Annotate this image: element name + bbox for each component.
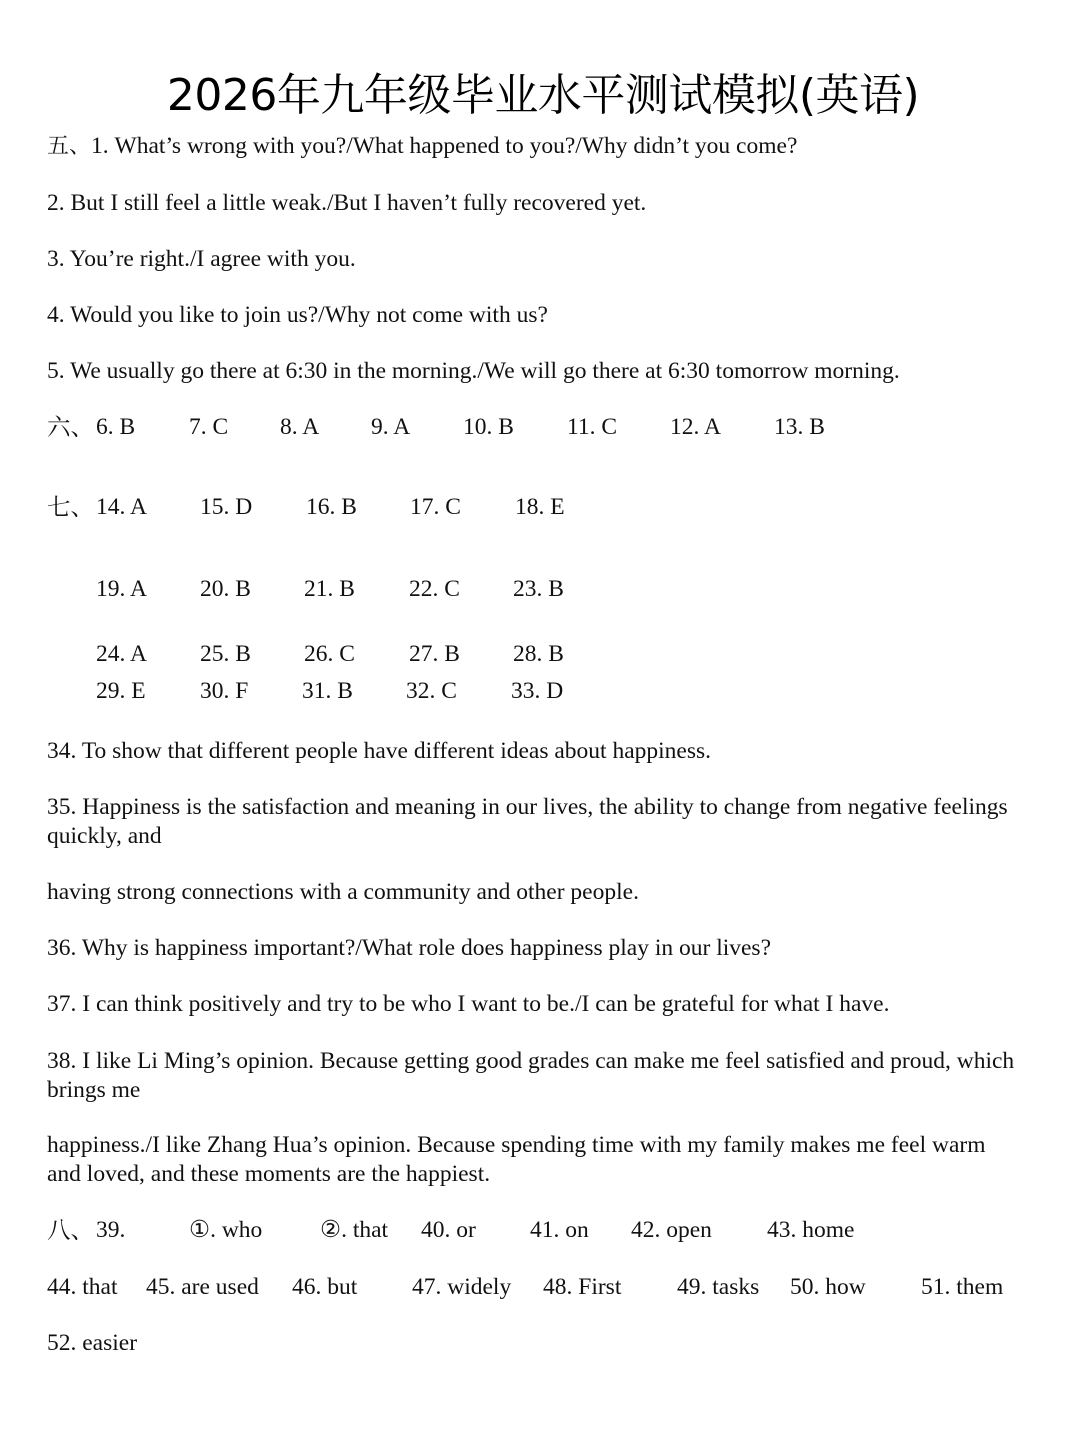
answer-38-part-1: 38. I like Li Ming’s opinion. Because getting good grades can make me feel satisfied and proud, which brings me bbox=[47, 1048, 1015, 1103]
answer-item: 43. home bbox=[767, 1217, 855, 1243]
answer-37: 37. I can think positively and try to be who I want to be./I can be grateful for what I have. bbox=[47, 991, 890, 1017]
section5-line-1 bbox=[47, 132, 797, 161]
answer-item: 11. C bbox=[567, 414, 618, 440]
answer-item: 28. B bbox=[513, 641, 564, 667]
answer-item: 7. C bbox=[189, 414, 229, 440]
answer-item: 19. A bbox=[96, 576, 147, 602]
answer-item: 45. are used bbox=[146, 1274, 259, 1300]
answer-item: 26. C bbox=[304, 641, 355, 667]
section5-line-5: 5. We usually go there at 6:30 in the morning./We will go there at 6:30 tomorrow morning. bbox=[47, 358, 900, 384]
answer-item: 39. bbox=[96, 1217, 126, 1243]
section5-line-2: 2. But I still feel a little weak./But I haven’t fully recovered yet. bbox=[47, 190, 647, 216]
answer-item: 9. A bbox=[371, 414, 411, 440]
section6-marker: 六、 bbox=[47, 413, 94, 441]
answer-item: 46. but bbox=[292, 1274, 358, 1300]
section8-marker: 八、 bbox=[47, 1216, 94, 1244]
answer-item: 8. A bbox=[280, 414, 320, 440]
answer-35-part-1: 35. Happiness is the satisfaction and meaning in our lives, the ability to change from negative feelings quickly, and bbox=[47, 794, 1008, 849]
answer-item: 49. tasks bbox=[677, 1274, 760, 1300]
answer-item: 41. on bbox=[530, 1217, 589, 1243]
section5-marker: 五、 bbox=[47, 134, 92, 159]
answer-item: 48. First bbox=[543, 1274, 622, 1300]
answer-item: 52. easier bbox=[47, 1330, 138, 1356]
answer-item: 15. D bbox=[200, 494, 253, 520]
section5-line-4: 4. Would you like to join us?/Why not come with us? bbox=[47, 302, 548, 328]
answer-item: 27. B bbox=[409, 641, 460, 667]
answer-item: 30. F bbox=[200, 678, 249, 704]
answer-item: 18. E bbox=[515, 494, 565, 520]
answer-item: ②. that bbox=[320, 1217, 389, 1243]
answer-35-part-2: having strong connections with a community and other people. bbox=[47, 879, 639, 905]
answer-item: 10. B bbox=[463, 414, 514, 440]
answer-item: 51. them bbox=[921, 1274, 1004, 1300]
answer-item: 12. A bbox=[670, 414, 721, 440]
answer-item: 21. B bbox=[304, 576, 355, 602]
answer-item: 24. A bbox=[96, 641, 147, 667]
answer-item: 23. B bbox=[513, 576, 564, 602]
answer-item: 32. C bbox=[406, 678, 457, 704]
answer-item: 20. B bbox=[200, 576, 251, 602]
answer-item: 29. E bbox=[96, 678, 146, 704]
answer-item: 25. B bbox=[200, 641, 251, 667]
answer-item: 40. or bbox=[421, 1217, 476, 1243]
section7-marker: 七、 bbox=[47, 493, 94, 521]
answer-item: 50. how bbox=[790, 1274, 866, 1300]
answer-item: ①. who bbox=[189, 1217, 263, 1243]
answer-item: 16. B bbox=[306, 494, 357, 520]
answer-36: 36. Why is happiness important?/What role does happiness play in our lives? bbox=[47, 935, 772, 961]
answer-34: 34. To show that different people have different ideas about happiness. bbox=[47, 738, 712, 764]
answer-item: 17. C bbox=[410, 494, 461, 520]
answer-text: 1. What’s wrong with you?/What happened to you?/Why didn’t you come? bbox=[91, 133, 798, 159]
page-title: 2026年九年级毕业水平测试模拟(英语) bbox=[166, 70, 920, 121]
answer-item: 47. widely bbox=[412, 1274, 512, 1300]
answer-item: 14. A bbox=[96, 494, 147, 520]
answer-item: 33. D bbox=[511, 678, 564, 704]
answer-38-part-2: happiness./I like Zhang Hua’s opinion. Because spending time with my family makes me feel warm and loved, and these moments are the happiest. bbox=[47, 1132, 986, 1187]
answer-item: 31. B bbox=[302, 678, 353, 704]
answer-item: 6. B bbox=[96, 414, 136, 440]
answer-item: 13. B bbox=[774, 414, 825, 440]
answer-item: 44. that bbox=[47, 1274, 118, 1300]
answer-item: 42. open bbox=[631, 1217, 712, 1243]
answer-item: 22. C bbox=[409, 576, 460, 602]
section5-line-3: 3. You’re right./I agree with you. bbox=[47, 246, 356, 272]
